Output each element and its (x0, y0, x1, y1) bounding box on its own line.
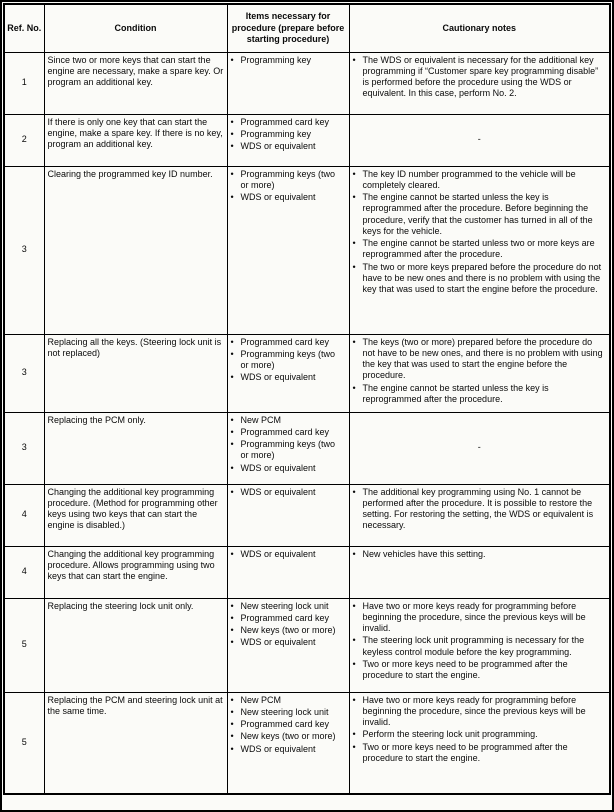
bullet-icon: • (352, 54, 356, 65)
item-bullet (231, 549, 346, 560)
bullet-icon: • (230, 719, 234, 729)
bullet-icon: • (230, 637, 234, 648)
bullet-icon: • (352, 336, 356, 347)
item-bullet (231, 439, 346, 462)
ref-no-cell: 3 (4, 166, 44, 334)
bullet-text: Programming key (240, 128, 312, 139)
col-header-cautionary-notes: Cautionary notes (349, 4, 610, 52)
table-header (4, 4, 610, 52)
key-programming-table (3, 3, 611, 795)
bullet-text: The steering lock unit programming is necessary for the keyless control module before the key programming. (362, 635, 585, 657)
item-bullet (231, 415, 346, 426)
note-bullet (353, 192, 607, 237)
notes-cell (349, 166, 610, 334)
bullet-text: The two or more keys prepared before the procedure do not have to be new ones and there is no problem with using the key that was used to start the engine before the procedure. (362, 261, 602, 294)
table-body (4, 52, 610, 794)
bullet-text: The engine cannot be started unless two or more keys are reprogrammed after the procedure. (362, 238, 595, 260)
table-row (4, 412, 610, 484)
note-bullet (353, 695, 607, 729)
notes-cell (349, 546, 610, 598)
bullet-icon: • (352, 168, 356, 179)
bullet-icon: • (230, 625, 234, 635)
note-bullet (353, 169, 607, 192)
notes-cell (349, 334, 610, 412)
item-bullet (231, 129, 346, 140)
bullet-icon: • (230, 743, 234, 754)
bullet-text: New steering lock unit (240, 600, 329, 611)
bullet-text: WDS or equivalent (240, 637, 316, 648)
bullet-icon: • (230, 706, 234, 717)
bullet-text: The key ID number programmed to the vehicle will be completely cleared. (362, 168, 576, 190)
bullet-text: New keys (two or more) (240, 625, 336, 635)
notes-cell (349, 598, 610, 692)
bullet-icon: • (352, 658, 356, 669)
bullet-icon: • (230, 192, 234, 202)
bullet-text: Programmed card key (240, 426, 330, 437)
bullet-icon: • (230, 128, 234, 139)
bullet-text: WDS or equivalent (240, 743, 316, 754)
condition-cell: Replacing the steering lock unit only. (44, 598, 227, 692)
bullet-icon: • (230, 600, 234, 611)
bullet-text: Programmed card key (240, 612, 330, 623)
ref-no-cell: 1 (4, 52, 44, 114)
bullet-icon: • (230, 486, 234, 497)
condition-cell: Changing the additional key programming procedure. Allows programming using two keys that can start the engine. (44, 546, 227, 598)
bullet-icon: • (230, 116, 234, 127)
item-bullet (231, 719, 346, 730)
bullet-text: Programmed card key (240, 719, 330, 729)
bullet-text: WDS or equivalent (240, 372, 316, 383)
items-cell (227, 412, 349, 484)
notes-cell: - (349, 412, 610, 484)
item-bullet (231, 117, 346, 128)
bullet-text: WDS or equivalent (240, 462, 316, 473)
items-cell (227, 52, 349, 114)
bullet-icon: • (352, 238, 356, 248)
bullet-icon: • (230, 548, 234, 559)
bullet-text: New PCM (240, 694, 282, 705)
bullet-icon: • (230, 348, 234, 359)
bullet-text: Programmed card key (240, 336, 330, 347)
condition-cell: Clearing the programmed key ID number. (44, 166, 227, 334)
items-cell (227, 484, 349, 546)
notes-cell (349, 52, 610, 114)
item-bullet (231, 601, 346, 612)
notes-cell (349, 692, 610, 794)
bullet-text: Two or more keys need to be programmed after the procedure to start the engine. (362, 658, 568, 680)
item-bullet (231, 372, 346, 383)
bullet-text: Perform the steering lock unit programming. (362, 729, 538, 740)
condition-cell: Replacing all the keys. (Steering lock unit is not replaced) (44, 334, 227, 412)
bullet-text: Programming keys (two or more) (240, 168, 336, 190)
bullet-text: New PCM (240, 414, 282, 425)
item-bullet (231, 695, 346, 706)
bullet-text: The additional key programming using No. 1 cannot be performed after the procedure. It is possible to restore the setting. For restoring the setting, the WDS or equivalent is necessary. (362, 486, 594, 531)
bullet-icon: • (352, 192, 356, 202)
notes-cell (349, 484, 610, 546)
condition-cell: Changing the additional key programming procedure. (Method for programming other keys using two keys that can start the engine is disabled.) (44, 484, 227, 546)
bullet-icon: • (230, 462, 234, 473)
col-header-items: Items necessary for procedure (prepare before starting procedure) (227, 4, 349, 52)
ref-no-cell: 3 (4, 334, 44, 412)
note-bullet (353, 262, 607, 296)
bullet-icon: • (352, 741, 356, 752)
bullet-icon: • (352, 729, 356, 740)
note-bullet (353, 487, 607, 532)
col-header-condition: Condition (44, 4, 227, 52)
item-bullet (231, 141, 346, 152)
bullet-icon: • (352, 261, 356, 272)
bullet-icon: • (230, 414, 234, 425)
bullet-text: Programming keys (two or more) (240, 348, 336, 370)
bullet-text: Programming keys (two or more) (240, 439, 336, 461)
bullet-icon: • (230, 54, 234, 65)
note-bullet (353, 549, 607, 560)
items-cell (227, 114, 349, 166)
note-bullet (353, 383, 607, 406)
item-bullet (231, 731, 346, 742)
table-row (4, 546, 610, 598)
ref-no-cell: 5 (4, 692, 44, 794)
note-bullet (353, 659, 607, 682)
bullet-text: The WDS or equivalent is necessary for the additional key programming if “Customer spare key programming disable” is performed before the procedure using the WDS or equivalent. In this case, perform No. 2. (362, 54, 599, 99)
bullet-text: New steering lock unit (240, 706, 329, 717)
table-row (4, 52, 610, 114)
bullet-text: New vehicles have this setting. (362, 548, 486, 559)
bullet-icon: • (230, 694, 234, 705)
bullet-text: WDS or equivalent (240, 548, 316, 559)
bullet-icon: • (230, 372, 234, 383)
items-cell (227, 598, 349, 692)
note-bullet (353, 238, 607, 261)
note-bullet (353, 742, 607, 765)
item-bullet (231, 169, 346, 192)
bullet-text: Programming key (240, 54, 312, 65)
item-bullet (231, 637, 346, 648)
bullet-icon: • (352, 382, 356, 393)
bullet-text: Have two or more keys ready for programming before beginning the procedure, since the previous keys will be invalid. (362, 694, 586, 727)
bullet-icon: • (230, 426, 234, 437)
item-bullet (231, 427, 346, 438)
items-cell (227, 546, 349, 598)
note-bullet (353, 337, 607, 382)
bullet-icon: • (352, 486, 356, 497)
bullet-icon: • (352, 600, 356, 611)
bullet-text: Have two or more keys ready for programming before beginning the procedure, since the previous keys will be invalid. (362, 600, 586, 633)
ref-no-cell: 4 (4, 484, 44, 546)
item-bullet (231, 613, 346, 624)
table-row (4, 114, 610, 166)
items-cell (227, 334, 349, 412)
note-bullet (353, 729, 607, 740)
note-bullet (353, 601, 607, 635)
notes-cell: - (349, 114, 610, 166)
table-row (4, 484, 610, 546)
item-bullet (231, 349, 346, 372)
ref-no-cell: 4 (4, 546, 44, 598)
condition-cell: Since two or more keys that can start the engine are necessary, make a spare key. Or program an additional key. (44, 52, 227, 114)
condition-cell: Replacing the PCM only. (44, 412, 227, 484)
note-bullet (353, 635, 607, 658)
table-row (4, 598, 610, 692)
item-bullet (231, 463, 346, 474)
bullet-text: WDS or equivalent (240, 192, 316, 202)
item-bullet (231, 337, 346, 348)
bullet-text: Programmed card key (240, 116, 330, 127)
bullet-text: WDS or equivalent (240, 486, 316, 497)
items-cell (227, 166, 349, 334)
bullet-icon: • (352, 694, 356, 705)
table-row (4, 166, 610, 334)
header-row (4, 4, 610, 52)
bullet-icon: • (230, 612, 234, 623)
item-bullet (231, 707, 346, 718)
item-bullet (231, 625, 346, 636)
condition-cell: If there is only one key that can start the engine, make a spare key. If there is no key, program an additional key. (44, 114, 227, 166)
item-bullet (231, 192, 346, 203)
bullet-icon: • (230, 731, 234, 742)
bullet-text: The keys (two or more) prepared before the procedure do not have to be new ones, and there is no problem with using the key that was used to start the engine before the procedure. (362, 336, 603, 381)
table-row (4, 692, 610, 794)
col-header-ref-no: Ref. No. (4, 4, 44, 52)
bullet-icon: • (352, 548, 356, 559)
item-bullet (231, 55, 346, 66)
ref-no-cell: 2 (4, 114, 44, 166)
bullet-icon: • (230, 168, 234, 179)
bullet-icon: • (230, 141, 234, 151)
item-bullet (231, 744, 346, 755)
note-bullet (353, 55, 607, 100)
ref-no-cell: 5 (4, 598, 44, 692)
bullet-icon: • (230, 336, 234, 347)
item-bullet (231, 487, 346, 498)
condition-cell: Replacing the PCM and steering lock unit at the same time. (44, 692, 227, 794)
ref-no-cell: 3 (4, 412, 44, 484)
table-row (4, 334, 610, 412)
bullet-text: The engine cannot be started unless the key is reprogrammed after the procedure. (362, 382, 549, 404)
bullet-icon: • (230, 439, 234, 449)
bullet-icon: • (352, 635, 356, 646)
bullet-text: WDS or equivalent (240, 141, 316, 151)
bullet-text: Two or more keys need to be programmed after the procedure to start the engine. (362, 741, 568, 763)
bullet-text: The engine cannot be started unless the key is reprogrammed after the procedure. Before beginning the procedure, verify that the customer has turned in all of the keys for the vehicle. (362, 192, 593, 236)
bullet-text: New keys (two or more) (240, 731, 336, 742)
items-cell (227, 692, 349, 794)
